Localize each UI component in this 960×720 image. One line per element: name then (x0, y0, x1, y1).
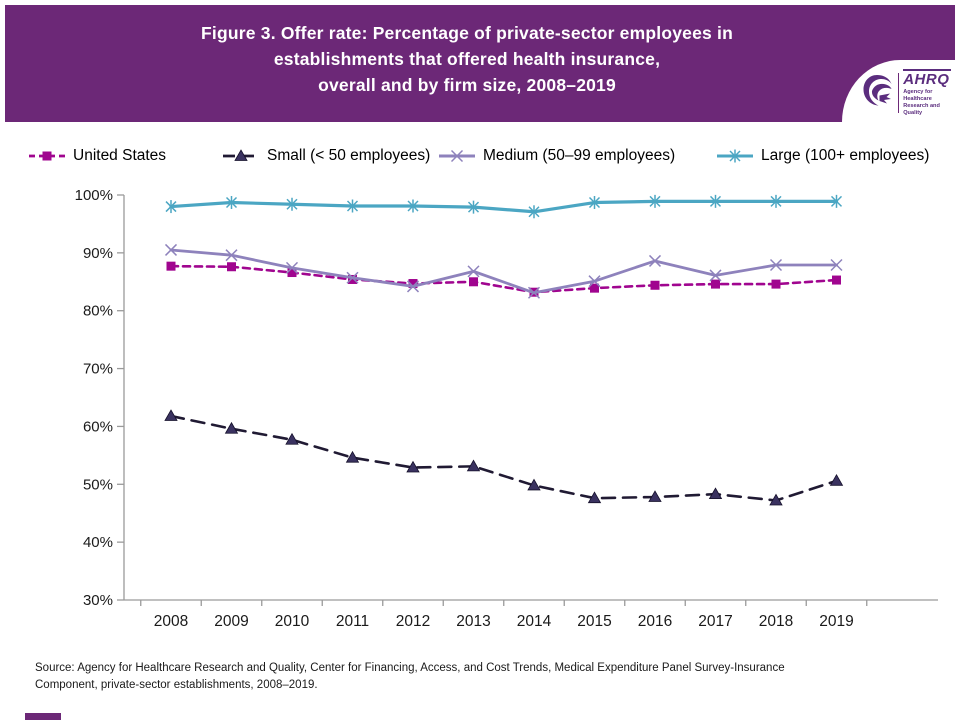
source-note-line-2: Component, private-sector establishments, 2008–2019. (35, 679, 318, 691)
x-tick-label: 2014 (516, 613, 552, 630)
legend-sample-triangle-icon (222, 147, 260, 165)
ahrq-wordmark: AHRQ (903, 71, 950, 89)
ahrq-tagline-line-1: Agency for Healthcare (903, 89, 933, 103)
square-marker-icon (772, 280, 781, 289)
y-tick-label: 80% (82, 302, 113, 320)
ahrq-tagline-line-2: Research and Quality (903, 103, 940, 116)
source-note (35, 660, 915, 694)
figure-title (5, 20, 955, 98)
series-small-50-employees (165, 410, 843, 505)
y-tick-label: 90% (82, 244, 113, 262)
y-tick-label: 40% (82, 534, 113, 552)
legend-item-small-50-employees (222, 138, 430, 174)
legend-item-label: Large (100+ employees) (761, 147, 930, 164)
x-tick-label: 2010 (274, 613, 310, 630)
hhs-eagle-icon (860, 72, 894, 115)
figure-title-line-2: establishments that offered health insurance, (273, 49, 661, 69)
y-tick-label: 70% (82, 360, 113, 378)
figure-title-line-1: Figure 3. Offer rate: Percentage of private-sector employees in (201, 23, 733, 43)
footer-band-fragment (25, 713, 61, 720)
series-line-large-100-employees (171, 201, 837, 211)
logo-divider (898, 73, 899, 113)
y-tick-label: 50% (82, 476, 113, 494)
x-tick-label: 2018 (758, 613, 794, 630)
square-marker-icon (832, 276, 841, 285)
offer-rate-line-chart (0, 180, 960, 655)
x-tick-label: 2011 (335, 613, 370, 630)
x-tick-label: 2016 (637, 613, 673, 630)
source-note-line-1: Source: Agency for Healthcare Research and Quality, Center for Financing, Access, and Cost Trends, Medical Expenditure Panel Survey-Insurance (35, 662, 785, 674)
square-marker-icon (711, 280, 720, 289)
x-tick-label: 2013 (456, 613, 491, 630)
y-tick-label: 30% (82, 592, 113, 609)
chart-legend (0, 138, 960, 174)
square-marker-icon (469, 277, 478, 286)
series-line-united-states (171, 266, 837, 292)
x-tick-label: 2012 (395, 613, 431, 630)
square-marker-icon (167, 262, 176, 271)
legend-item-label: United States (73, 147, 167, 164)
square-marker-icon (43, 152, 52, 161)
x-tick-label: 2008 (153, 613, 189, 630)
square-marker-icon (651, 281, 660, 290)
x-tick-label: 2009 (214, 613, 249, 630)
triangle-marker-icon (831, 475, 843, 486)
square-marker-icon (227, 262, 236, 271)
ahrq-tagline (903, 89, 951, 117)
triangle-marker-icon (165, 410, 177, 421)
y-tick-label: 100% (74, 187, 113, 204)
series-large-100-employees (166, 195, 842, 218)
header-band (5, 5, 955, 122)
figure-title-line-3: overall and by firm size, 2008–2019 (318, 75, 616, 95)
legend-item-united-states (28, 138, 166, 174)
legend-item-label: Small (< 50 employees) (267, 147, 431, 164)
legend-sample-square-icon (28, 147, 66, 165)
legend-item-label: Medium (50–99 employees) (483, 147, 676, 164)
series-united-states (167, 262, 842, 297)
legend-sample-asterisk-icon (716, 147, 754, 165)
legend-sample-x-icon (438, 147, 476, 165)
legend-item-large-100-employees (716, 138, 929, 174)
series-line-small-50-employees (171, 416, 837, 500)
triangle-marker-icon (226, 423, 238, 434)
x-tick-label: 2015 (577, 613, 612, 630)
legend-item-medium-50-99-employees (438, 138, 675, 174)
y-tick-label: 60% (82, 418, 113, 436)
x-tick-label: 2017 (698, 613, 733, 630)
x-tick-label: 2019 (819, 613, 854, 630)
